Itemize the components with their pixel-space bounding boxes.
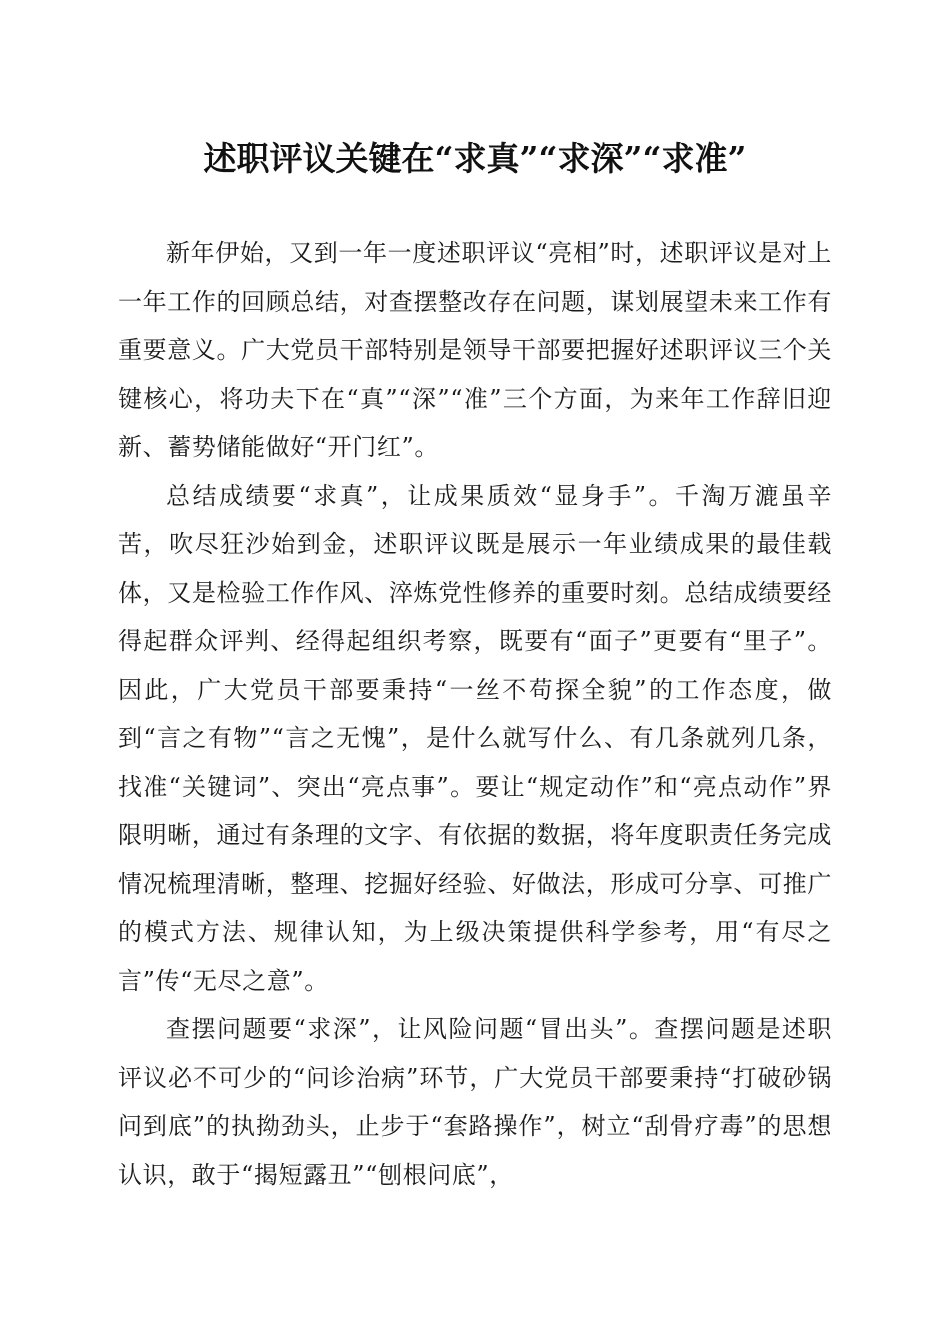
paragraph-3: 查摆问题要“求深”，让风险问题“冒出头”。查摆问题是述职评议必不可少的“问诊治病”环节，广大党员干部要秉持“打破砂锅问到底”的执拗劲头，止步于“套路操作”，树立“刮骨疗毒”的思想认识，敢于“揭短露丑”“刨根问底”，	[118, 1015, 832, 1189]
document-title: 述职评议关键在“求真”“求深”“求准”	[203, 139, 747, 178]
document-body	[118, 229, 832, 1199]
paragraph-1: 新年伊始，又到一年一度述职评议“亮相”时，述职评议是对上一年工作的回顾总结，对查摆整改存在问题，谋划展望未来工作有重要意义。广大党员干部特别是领导干部要把握好述职评议三个关键核心，将功夫下在“真”“深”“准”三个方面，为来年工作辞旧迎新、蓄势储能做好“开门红”。	[118, 239, 832, 461]
paragraph-2: 总结成绩要“求真”，让成果质效“显身手”。千淘万漉虽辛苦，吹尽狂沙始到金，述职评议既是展示一年业绩成果的最佳载体，又是检验工作作风、淬炼党性修养的重要时刻。总结成绩要经得起群众评判、经得起组织考察，既要有“面子”更要有“里子”。因此，广大党员干部要秉持“一丝不苟探全貌”的工作态度，做到“言之有物”“言之无愧”，是什么就写什么、有几条就列几条，找准“关键词”、突出“亮点事”。要让“规定动作”和“亮点动作”界限明晰，通过有条理的文字、有依据的数据，将年度职责任务完成情况梳理清晰，整理、挖掘好经验、好做法，形成可分享、可推广的模式方法、规律认知，为上级决策提供科学参考，用“有尽之言”传“无尽之意”。	[118, 481, 832, 995]
